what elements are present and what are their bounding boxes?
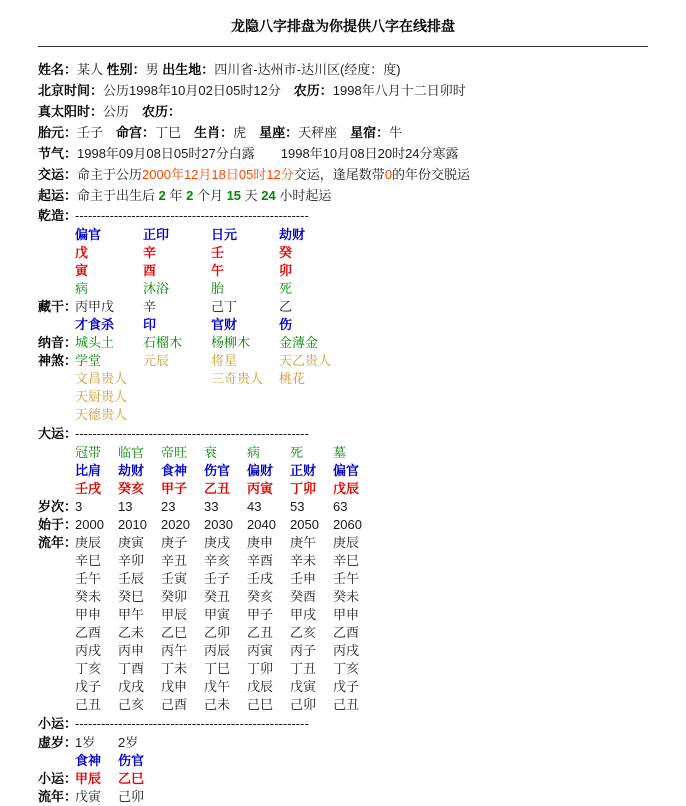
cell: 甲戌: [290, 607, 317, 622]
xusui-label: 虚岁：: [38, 735, 78, 750]
cell: 43: [247, 499, 262, 514]
text-segment: 壬子: [77, 125, 117, 140]
row-nayin: [38, 334, 666, 352]
cell: 癸亥: [118, 481, 145, 496]
row-shensha-3: [38, 388, 666, 406]
cell: 甲申: [333, 607, 360, 622]
cell: 庚辰: [333, 535, 360, 550]
row-shensha-2: [38, 370, 666, 388]
liunian-row-6: [38, 624, 666, 642]
cell: 石榴木: [143, 335, 183, 350]
xiaoyun-pillar-label: 小运：: [38, 771, 78, 786]
cell: 庚寅: [118, 535, 145, 550]
cell: 丙寅: [247, 643, 274, 658]
text-segment: 姓名：: [38, 62, 78, 77]
shensha-label: 神煞：: [38, 353, 78, 368]
cell: 丁亥: [333, 661, 360, 676]
text-segment: 命宫：: [116, 125, 156, 140]
cell: 才食杀: [75, 317, 115, 332]
cell: 丁亥: [75, 661, 102, 676]
cell: 庚子: [161, 535, 188, 550]
row-earthly-branches: [38, 262, 666, 280]
dayun-start-label: 始于：: [38, 517, 78, 532]
cell: 伤官: [118, 753, 145, 768]
cell: 乙丑: [204, 481, 231, 496]
cell: 癸卯: [161, 589, 188, 604]
cell: 乙巳: [118, 771, 145, 786]
cell: 丁酉: [118, 661, 145, 676]
text-segment: 节气：: [38, 146, 78, 161]
cell: 乙亥: [290, 625, 317, 640]
cell: 己卯: [118, 789, 145, 804]
text-segment: 0: [384, 167, 393, 182]
liunian-row-1: [38, 534, 666, 552]
cell: 乙: [279, 299, 293, 314]
cell: 甲子: [247, 607, 274, 622]
text-segment: 1998年09月08日05时27分白露 1998年10月08日20时24分寒露: [77, 146, 459, 161]
cell: 1岁: [75, 735, 96, 750]
cell: 病: [247, 445, 261, 460]
cell: 13: [118, 499, 133, 514]
xiaoyun-row-pillars: [38, 770, 666, 788]
cell: 己亥: [118, 697, 145, 712]
liunian-row-4: [38, 588, 666, 606]
cell: 壬子: [204, 571, 231, 586]
cell: 官财: [211, 317, 238, 332]
text-segment: 星座：: [259, 125, 299, 140]
cell: 53: [290, 499, 305, 514]
cell: 戊子: [333, 679, 360, 694]
text-segment: 公历1998年10月02日05时12分: [103, 83, 294, 98]
cell: 学堂: [75, 353, 102, 368]
cell: 乙巳: [161, 625, 188, 640]
cell: 劫财: [279, 227, 306, 242]
cell: 印: [143, 317, 157, 332]
cell: 辛亥: [204, 553, 231, 568]
cell: 辛酉: [247, 553, 274, 568]
text-segment: 2: [186, 188, 194, 203]
liunian-row-2: [38, 552, 666, 570]
cell: 甲申: [75, 607, 102, 622]
cell: 己卯: [290, 697, 317, 712]
cell: 壬辰: [118, 571, 145, 586]
info-line-solar-terms: [38, 143, 666, 164]
cell: 金薄金: [279, 335, 319, 350]
cell: 丁卯: [247, 661, 274, 676]
cell: 丁丑: [290, 661, 317, 676]
cell: 23: [161, 499, 176, 514]
cell: 庚戌: [204, 535, 231, 550]
cell: 33: [204, 499, 219, 514]
canggan-label: 藏干：: [38, 299, 78, 314]
xiaoyun-row-gods: [38, 752, 666, 770]
cell: 食神: [161, 463, 188, 478]
cell: 癸巳: [118, 589, 145, 604]
cell: 己丑: [75, 697, 102, 712]
cell: 正印: [143, 227, 170, 242]
qianzao-header: [38, 206, 666, 226]
row-life-stages: [38, 280, 666, 298]
row-hidden-gods: [38, 316, 666, 334]
info-line-beijing-time: [38, 80, 666, 101]
cell: 63: [333, 499, 348, 514]
text-segment: 的年份交脱运: [392, 167, 471, 182]
text-segment: 星宿：: [350, 125, 390, 140]
cell: 丙午: [161, 643, 188, 658]
cell: 桃花: [279, 371, 306, 386]
cell: 庚申: [247, 535, 274, 550]
cell: 丙戌: [75, 643, 102, 658]
cell: 2060: [333, 517, 362, 532]
qianzao-dashes: ------------------------------------------------------: [75, 208, 309, 223]
cell: 2030: [204, 517, 233, 532]
cell: 辛巳: [75, 553, 102, 568]
dayun-header: [38, 424, 666, 444]
cell: 辛丑: [161, 553, 188, 568]
cell: 戊子: [75, 679, 102, 694]
cell: 伤官: [204, 463, 231, 478]
xiaoyun-header: [38, 714, 666, 734]
cell: 甲寅: [204, 607, 231, 622]
cell: 酉: [143, 263, 157, 278]
cell: 三奇贵人: [211, 371, 264, 386]
cell: 死: [279, 281, 293, 296]
cell: 庚辰: [75, 535, 102, 550]
info-line-name-gender-birthplace: [38, 59, 666, 80]
cell: 乙酉: [75, 625, 102, 640]
cell: 乙卯: [204, 625, 231, 640]
cell: 丙戌: [333, 643, 360, 658]
report-content: [0, 59, 686, 806]
cell: 己未: [204, 697, 231, 712]
dayun-age-label: 岁次：: [38, 499, 78, 514]
text-segment: 天秤座: [298, 125, 351, 140]
liunian-row-3: [38, 570, 666, 588]
cell: 癸未: [75, 589, 102, 604]
cell: 天厨贵人: [75, 389, 128, 404]
text-segment: 胎元：: [38, 125, 78, 140]
cell: 丁未: [161, 661, 188, 676]
page-title: 龙隐八字排盘为你提供八字在线排盘: [231, 18, 455, 34]
text-segment: 命主于出生后: [77, 188, 159, 203]
cell: 城头土: [75, 335, 115, 350]
text-segment: 交运，逢尾数带: [293, 167, 385, 182]
cell: 偏官: [333, 463, 360, 478]
cell: 戊: [75, 245, 89, 260]
cell: 甲辰: [161, 607, 188, 622]
text-segment: 真太阳时：: [38, 104, 104, 119]
cell: 天德贵人: [75, 407, 128, 422]
cell: 癸: [279, 245, 293, 260]
cell: 2000: [75, 517, 104, 532]
cell: 戊辰: [247, 679, 274, 694]
text-segment: 性别：: [106, 62, 146, 77]
cell: 死: [290, 445, 304, 460]
text-segment: 天: [241, 188, 262, 203]
cell: 癸未: [333, 589, 360, 604]
text-segment: 出生地：: [162, 62, 215, 77]
text-segment: 男: [145, 62, 163, 77]
dayun-label: 大运：: [38, 426, 78, 441]
cell: 偏官: [75, 227, 102, 242]
cell: 癸丑: [204, 589, 231, 604]
cell: 偏财: [247, 463, 274, 478]
info-line-qiyun: [38, 185, 666, 206]
liunian-row-8: [38, 660, 666, 678]
dayun-dashes: ------------------------------------------------------: [75, 426, 309, 441]
row-ten-gods: [38, 226, 666, 244]
liunian-row-9: [38, 678, 666, 696]
text-segment: 命主于公历: [77, 167, 143, 182]
liunian-row-10: [38, 696, 666, 714]
cell: 辛巳: [333, 553, 360, 568]
cell: 壬戌: [75, 481, 102, 496]
cell: 己丑: [333, 697, 360, 712]
xiaoyun-row-ages: [38, 734, 666, 752]
cell: 庚午: [290, 535, 317, 550]
cell: 2040: [247, 517, 276, 532]
cell: 天乙贵人: [279, 353, 332, 368]
dayun-row-ages: [38, 498, 666, 516]
text-segment: 四川省-达州市-达川区(经度：度): [214, 62, 401, 77]
cell: 壬午: [75, 571, 102, 586]
cell: 正财: [290, 463, 317, 478]
cell: 沐浴: [143, 281, 170, 296]
cell: 己丁: [211, 299, 238, 314]
cell: 壬: [211, 245, 225, 260]
cell: 丙辰: [204, 643, 231, 658]
cell: 戊寅: [75, 789, 102, 804]
cell: 乙酉: [333, 625, 360, 640]
cell: 癸亥: [247, 589, 274, 604]
cell: 胎: [211, 281, 225, 296]
cell: 辛未: [290, 553, 317, 568]
cell: 元辰: [143, 353, 170, 368]
xiaoyun-dashes: ------------------------------------------------------: [75, 716, 309, 731]
cell: 将星: [211, 353, 238, 368]
cell: 甲子: [161, 481, 188, 496]
info-line-taiyuan-minggong: [38, 122, 666, 143]
text-segment: 虎: [233, 125, 260, 140]
cell: 壬申: [290, 571, 317, 586]
cell: 2010: [118, 517, 147, 532]
text-segment: 农历：: [293, 83, 333, 98]
text-segment: 某人: [77, 62, 107, 77]
cell: 临官: [118, 445, 145, 460]
xiaoyun-liunian-label: 流年：: [38, 789, 78, 804]
text-segment: 交运：: [38, 167, 78, 182]
dayun-row-starts: [38, 516, 666, 534]
text-segment: 年: [165, 188, 187, 203]
dayun-row-gods: [38, 462, 666, 480]
cell: 墓: [333, 445, 347, 460]
info-line-jiaoyun: [38, 164, 666, 185]
row-canggan: [38, 298, 666, 316]
cell: 寅: [75, 263, 89, 278]
liunian-row-5: [38, 606, 666, 624]
cell: 壬戌: [247, 571, 274, 586]
text-segment: 农历：: [142, 104, 182, 119]
text-segment: 起运：: [38, 188, 78, 203]
cell: 壬午: [333, 571, 360, 586]
cell: 食神: [75, 753, 102, 768]
cell: 辛卯: [118, 553, 145, 568]
cell: 丙申: [118, 643, 145, 658]
dayun-row-pillars: [38, 480, 666, 498]
cell: 劫财: [118, 463, 145, 478]
cell: 辛: [143, 245, 157, 260]
nayin-label: 纳音：: [38, 335, 78, 350]
xiaoyun-row-liunian: [38, 788, 666, 806]
text-segment: 15: [226, 188, 242, 203]
cell: 己酉: [161, 697, 188, 712]
dayun-row-stages: [38, 444, 666, 462]
cell: 己巳: [247, 697, 274, 712]
text-segment: 2000年12月18日05时12分: [142, 167, 294, 182]
cell: 伤: [279, 317, 293, 332]
cell: 戊戌: [118, 679, 145, 694]
cell: 帝旺: [161, 445, 188, 460]
text-segment: 公历: [103, 104, 143, 119]
xiaoyun-label: 小运：: [38, 716, 78, 731]
cell: 丙子: [290, 643, 317, 658]
header-divider: [38, 46, 648, 47]
cell: 2050: [290, 517, 319, 532]
qianzao-label: 乾造：: [38, 208, 78, 223]
cell: 2020: [161, 517, 190, 532]
info-line-true-solar-time: [38, 101, 666, 122]
text-segment: 1998年八月十二日卯时: [332, 83, 466, 98]
cell: 丁巳: [204, 661, 231, 676]
cell: 甲午: [118, 607, 145, 622]
text-segment: 2: [158, 188, 166, 203]
cell: 2岁: [118, 735, 139, 750]
liunian-label: 流年：: [38, 535, 78, 550]
cell: 文昌贵人: [75, 371, 128, 386]
row-shensha-1: [38, 352, 666, 370]
cell: 杨柳木: [211, 335, 251, 350]
cell: 3: [75, 499, 83, 514]
text-segment: 北京时间：: [38, 83, 104, 98]
cell: 比肩: [75, 463, 102, 478]
cell: 丁卯: [290, 481, 317, 496]
cell: 辛: [143, 299, 157, 314]
cell: 冠带: [75, 445, 102, 460]
cell: 壬寅: [161, 571, 188, 586]
cell: 衰: [204, 445, 218, 460]
text-segment: 小时起运: [275, 188, 332, 203]
row-heavenly-stems: [38, 244, 666, 262]
row-shensha-4: [38, 406, 666, 424]
cell: 戊申: [161, 679, 188, 694]
liunian-row-7: [38, 642, 666, 660]
cell: 甲辰: [75, 771, 102, 786]
cell: 戊辰: [333, 481, 360, 496]
cell: 乙未: [118, 625, 145, 640]
cell: 日元: [211, 227, 238, 242]
text-segment: 丁巳: [155, 125, 195, 140]
cell: 午: [211, 263, 225, 278]
cell: 乙丑: [247, 625, 274, 640]
cell: 病: [75, 281, 89, 296]
cell: 卯: [279, 263, 293, 278]
text-segment: 个月: [193, 188, 227, 203]
cell: 丙甲戊: [75, 299, 115, 314]
text-segment: 生肖：: [194, 125, 234, 140]
cell: 戊寅: [290, 679, 317, 694]
cell: 癸酉: [290, 589, 317, 604]
cell: 戊午: [204, 679, 231, 694]
cell: 丙寅: [247, 481, 274, 496]
text-segment: 24: [261, 188, 276, 203]
text-segment: 牛: [389, 125, 403, 140]
